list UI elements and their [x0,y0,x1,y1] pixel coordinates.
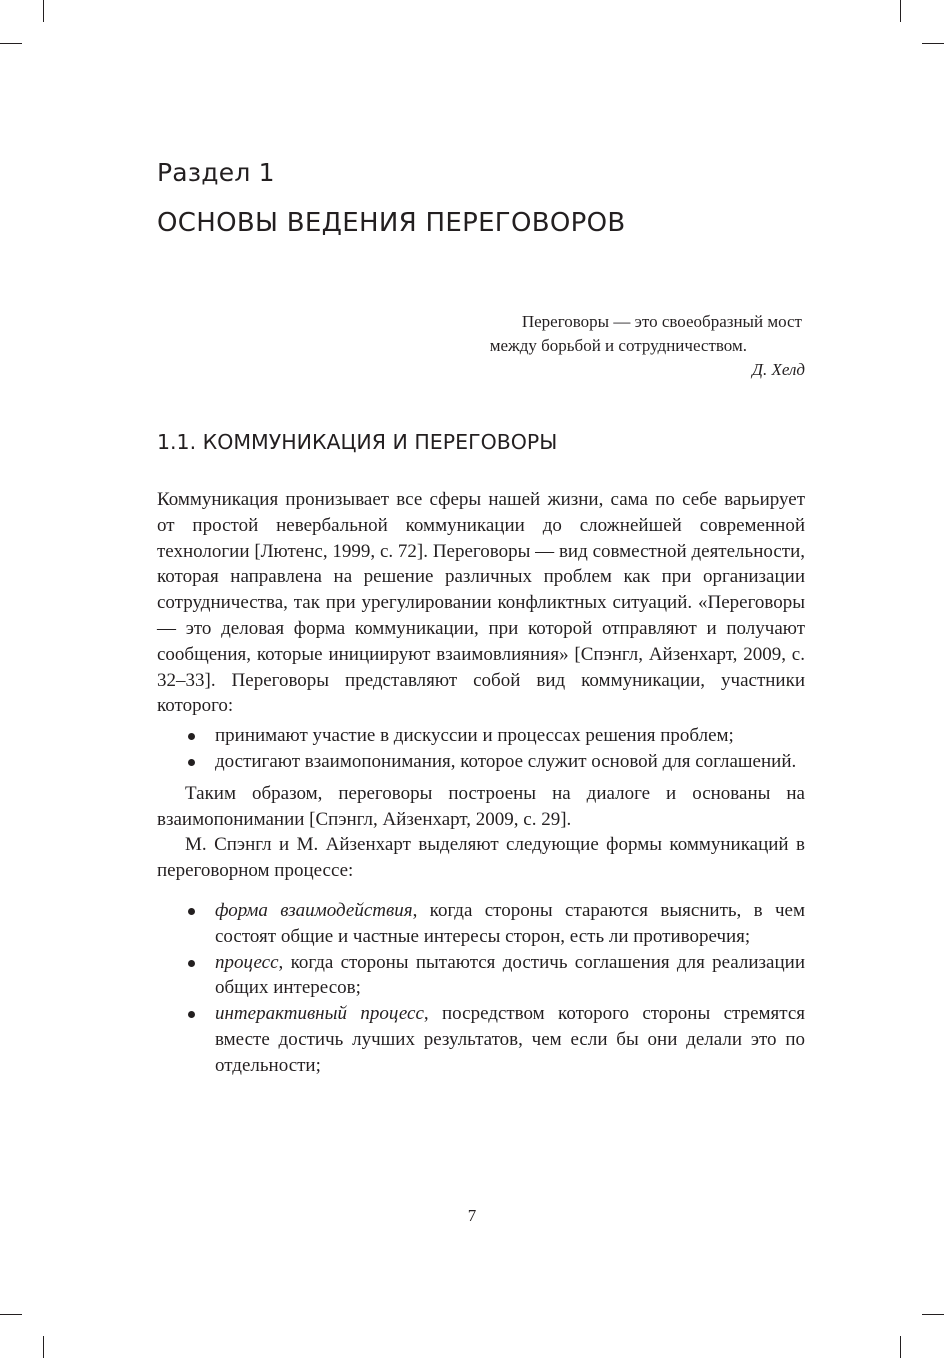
subsection-title: 1.1. КОММУНИКАЦИЯ И ПЕРЕГОВОРЫ [157,430,558,454]
list-item [215,950,805,1002]
section-label: Раздел 1 [157,158,275,187]
crop-mark [900,1336,901,1358]
list-text: , когда стороны стараются выяснить, в чем состоят общие и частные интересы сторон, есть ли противоречия; [215,899,805,947]
list-item: принимают участие в дискуссии и процессах решения проблем; [215,723,805,749]
paragraph: Таким образом, переговоры построены на диалоге и основаны на взаимопонимании [Спэнгл, Айзенхарт, 2009, с. 29]. [157,782,805,830]
list-text: , посредством которого стороны стремятся вместе достичь лучших результатов, чем если бы они делали это по отдельности; [215,1003,805,1076]
epigraph [400,310,805,382]
paragraph: Коммуникация пронизывает все сферы нашей жизни, сама по себе варьирует от простой невербальной коммуникации до сложнейшей современной технологии [Лютенс, 1999, с. 72]. Переговоры — вид совместной деятельности, которая направлена на решение различных проблем как при организации сотрудничества, так при урегулировании конфликтных ситуаций. «Переговоры — это деловая форма коммуникации, при которой отправляют и получают сообщения, которые инициируют взаимовлияния» [Спэнгл, Айзенхарт, 2009, с. 32–33]. Переговоры представляют собой вид коммуникации, участники которого: [157,489,805,717]
list-term: форма взаимодействия [215,899,413,921]
bullet-list [157,723,805,775]
crop-mark [0,1314,22,1315]
list-item [215,898,805,950]
epigraph-line: между борьбой и сотрудничеством. [489,336,747,355]
crop-mark [922,1314,944,1315]
epigraph-author: Д. Хелд [752,360,805,379]
body-text [157,487,805,1085]
list-term: процесс [215,951,279,973]
crop-mark [922,43,944,44]
crop-mark [900,0,901,22]
list-item [215,1001,805,1078]
list-item: достигают взаимопонимания, которое служит основой для соглашений. [215,749,805,775]
section-title: ОСНОВЫ ВЕДЕНИЯ ПЕРЕГОВОРОВ [157,208,626,238]
list-term: интерактивный процесс [215,1003,424,1025]
list-text: , когда стороны пытаются достичь соглашения для реализации общих интересов; [215,951,805,999]
page-number: 7 [467,1206,477,1225]
crop-mark [0,43,22,44]
epigraph-line: Переговоры — это своеобразный мост [521,312,802,331]
paragraph: М. Спэнгл и М. Айзенхарт выделяют следующие формы коммуникаций в переговорном процессе: [157,834,805,882]
bullet-list [157,898,805,1079]
crop-mark [43,1336,44,1358]
crop-mark [43,0,44,22]
